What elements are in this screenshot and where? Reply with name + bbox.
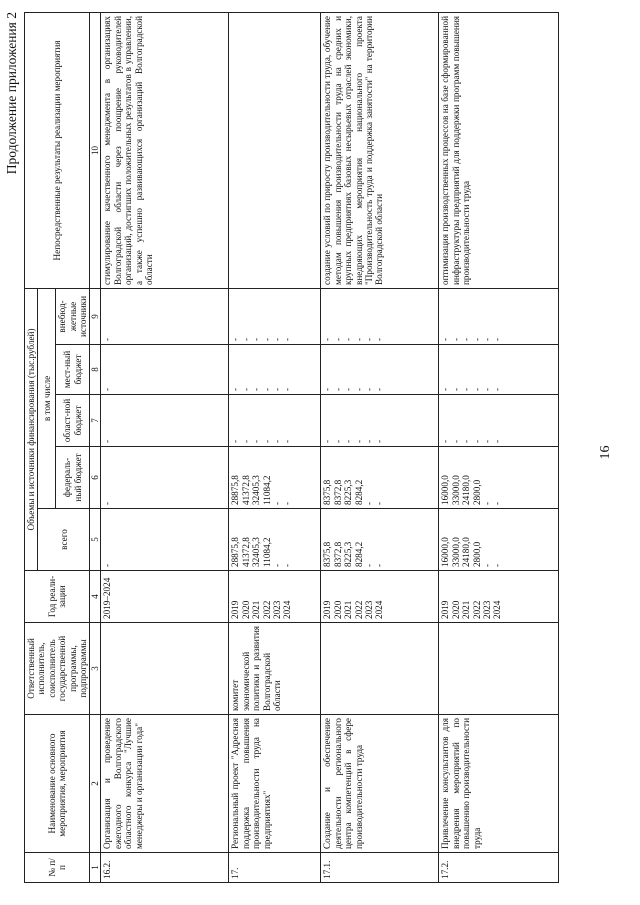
responsible-executor — [321, 623, 439, 715]
implementation-years: 2019 2020 2021 2022 2023 2024 — [229, 571, 321, 623]
direct-results — [229, 13, 321, 289]
row-number: 17.2. — [439, 853, 559, 883]
column-number: 1 — [90, 853, 101, 883]
local-budget: - — [101, 345, 229, 395]
column-number: 3 — [90, 623, 101, 715]
funding-table — [24, 12, 559, 883]
column-number: 10 — [90, 13, 101, 289]
header-local: мест-ный бюджет — [56, 345, 90, 395]
header-responsible: Ответственный исполнитель, соисполнитель государственной программы, подпрограммы — [25, 623, 90, 715]
header-results: Непосредственные результаты реализации мероприятия — [25, 13, 90, 289]
page-number: 16 — [598, 445, 613, 460]
direct-results: создание условий по приросту производительности труда, обучение методам повышения производительности труда на средних и крупных предприятиях базовых несырьевых отраслей экономики, внедряющих мероприятия национального проекта "Производительность труда и поддержка занятости" на территории Волгоградской области — [321, 13, 439, 289]
local-budget: - - - - - - — [321, 345, 439, 395]
local-budget: - - - - - - — [229, 345, 321, 395]
header-total: всего — [38, 509, 90, 571]
header-name: Наименование основного мероприятия, мероприятия — [25, 715, 90, 853]
direct-results: стимулирование качественного менеджмента в организациях Волгоградской области через поощрение руководителей организаций, достигших положительных результатов в управлении, а также успешно развивающихся организаций Волгоградской области — [101, 13, 229, 289]
extrabudget-sources: - - - - - - — [439, 289, 559, 345]
implementation-years: 2019 2020 2021 2022 2023 2024 — [321, 571, 439, 623]
responsible-executor — [101, 623, 229, 715]
responsible-executor — [439, 623, 559, 715]
extrabudget-sources: - - - - - - — [229, 289, 321, 345]
federal-budget: - — [101, 447, 229, 509]
regional-budget: - — [101, 395, 229, 447]
regional-budget: - - - - - - — [439, 395, 559, 447]
header-including: в том числе — [38, 289, 56, 509]
event-name: Привлечение консультантов для внедрения мероприятий по повышению производительности труда — [439, 715, 559, 853]
extrabudget-sources: - — [101, 289, 229, 345]
total-funding: 8375,8 8372,8 8225,3 8284,2 - - — [321, 509, 439, 571]
local-budget: - - - - - - — [439, 345, 559, 395]
column-number: 8 — [90, 345, 101, 395]
header-year: Год реали-зации — [25, 571, 90, 623]
column-number: 4 — [90, 571, 101, 623]
table-row — [101, 13, 229, 883]
event-name: Создание и обеспечение деятельности регионального центра компетенций в сфере производительности труда — [321, 715, 439, 853]
header-financing: Объемы и источники финансирования (тыс.рублей) — [25, 289, 38, 571]
total-funding: 16000,0 33000,0 24180,0 2800,0 - - — [439, 509, 559, 571]
federal-budget: 8375,8 8372,8 8225,3 8284,2 - - — [321, 447, 439, 509]
extrabudget-sources: - - - - - - — [321, 289, 439, 345]
header-number: № п/п — [25, 853, 90, 883]
federal-budget: 28875,8 41372,8 32405,3 11084,2 - - — [229, 447, 321, 509]
regional-budget: - - - - - - — [229, 395, 321, 447]
header-federal: федераль-ный бюджет — [56, 447, 90, 509]
row-number: 17.1. — [321, 853, 439, 883]
table-row — [229, 13, 321, 883]
column-number: 2 — [90, 715, 101, 853]
total-funding: 28875,8 41372,8 32405,3 11084,2 - - — [229, 509, 321, 571]
total-funding: - — [101, 509, 229, 571]
event-name: Региональный проект "Адресная поддержка повышения производительности труда на предприятиях" — [229, 715, 321, 853]
table-row — [321, 13, 439, 883]
column-numbers-row — [90, 13, 101, 883]
row-number: 17. — [229, 853, 321, 883]
column-number: 5 — [90, 509, 101, 571]
appendix-caption: Продолжение приложения 2 — [4, 12, 19, 175]
row-number: 16.2. — [101, 853, 229, 883]
implementation-years: 2019 2020 2021 2022 2023 2024 — [439, 571, 559, 623]
header-extrabudget: внебюд-жетные источники — [56, 289, 90, 345]
column-number: 6 — [90, 447, 101, 509]
header-regional: област-ной бюджет — [56, 395, 90, 447]
responsible-executor: комитет экономической политики и развития Волгоградской области — [229, 623, 321, 715]
column-number: 7 — [90, 395, 101, 447]
header-row-1 — [25, 13, 38, 883]
direct-results: оптимизация производственных процессов на базе сформированной инфраструктуры предприятий для поддержки программ повышения производительности труда — [439, 13, 559, 289]
implementation-years: 2019–2024 — [101, 571, 229, 623]
regional-budget: - - - - - - — [321, 395, 439, 447]
event-name: Организация и проведение ежегодного Волгоградского областного конкурса "Лучшие менеджеры и организации года" — [101, 715, 229, 853]
table-body — [101, 13, 559, 883]
table-row — [439, 13, 559, 883]
column-number: 9 — [90, 289, 101, 345]
federal-budget: 16000,0 33000,0 24180,0 2800,0 - - — [439, 447, 559, 509]
